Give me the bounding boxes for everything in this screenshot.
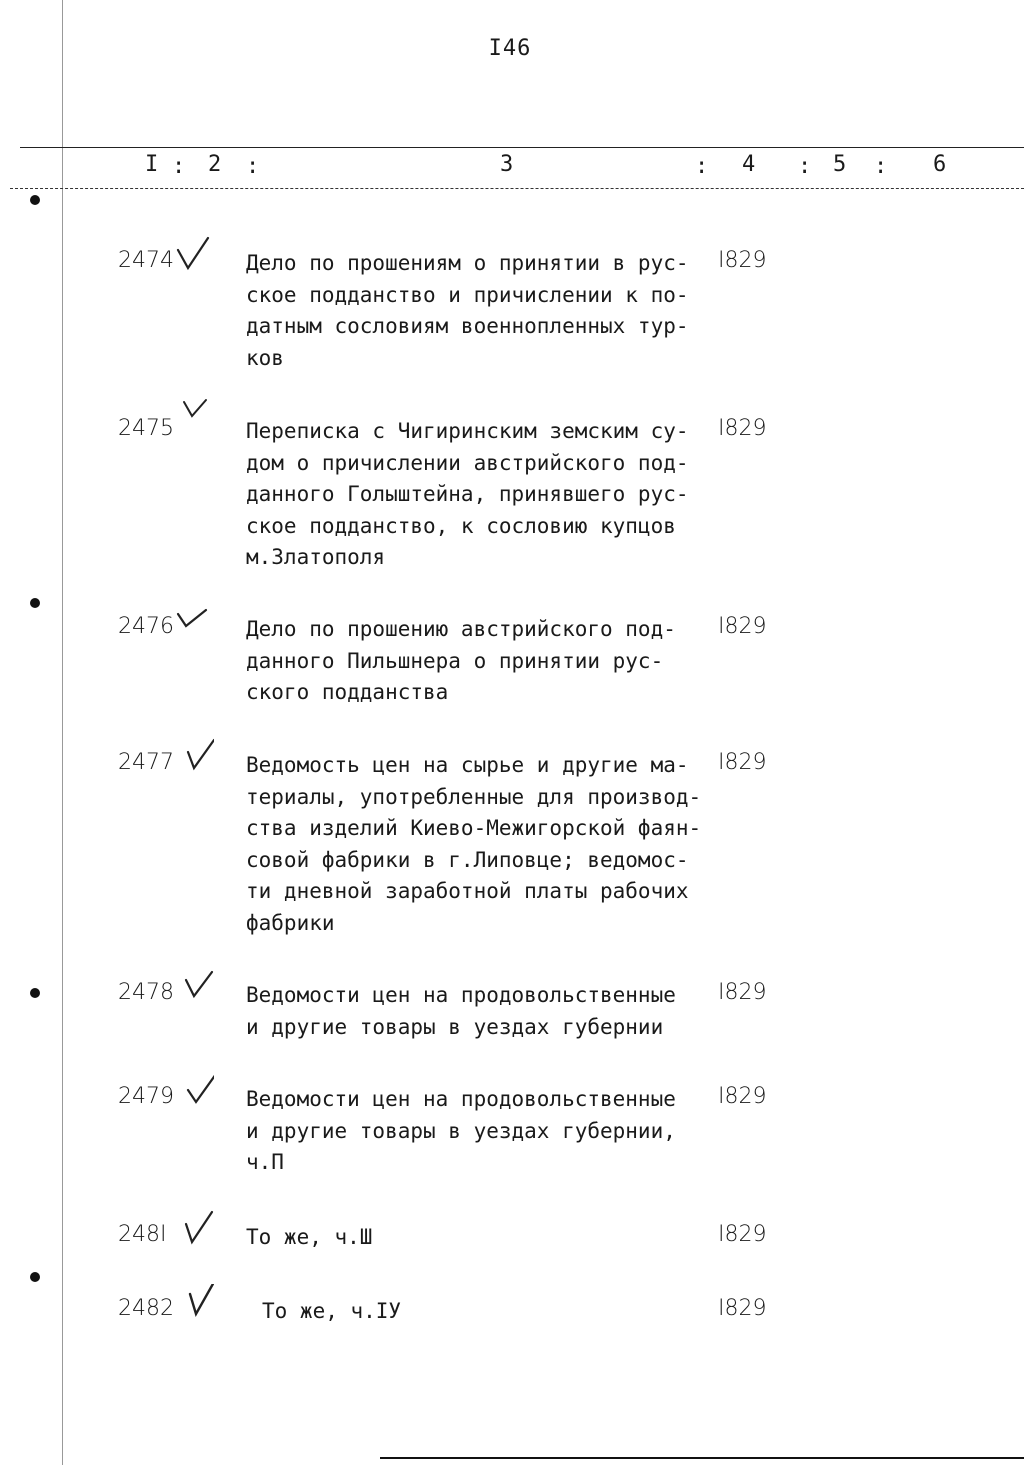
entry-title: Ведомость цен на сырье и другие ма- териалы, употребленные для производ- ства изделий Киево-Межигорской фаян- совой фабрики в г.Липовце; ведомос- ти дневной заработной платы рабочих фабрики: [246, 753, 702, 935]
column-header-6: 6: [933, 152, 947, 177]
column-separator: :: [874, 154, 888, 179]
entry-title: Дело по прошению австрийского под- данного Пильшнера о принятии рус- ского подданства: [246, 617, 676, 704]
entry-title: Переписка с Чигиринским земским су- дом о причислении австрийского под- данного Голыштейна, принявшего рус- ское подданство, к сословию купцов м.Златополя: [246, 419, 689, 569]
punch-hole: [30, 1272, 40, 1282]
page-number: I46: [488, 36, 532, 61]
checkmark-icon: [174, 236, 214, 280]
entry-year: I829: [718, 1222, 767, 1247]
entry-year: I829: [718, 416, 767, 441]
entry-number: 248I: [118, 1222, 167, 1247]
entry-year: I829: [718, 248, 767, 273]
column-header-4: 4: [742, 152, 756, 177]
checkmark-icon: [174, 396, 214, 440]
entry-year: I829: [718, 1084, 767, 1109]
entry-number: 2476: [118, 614, 174, 639]
entry-year: I829: [718, 1296, 767, 1321]
column-separator: :: [798, 154, 812, 179]
entry-title: То же, ч.IУ: [262, 1299, 402, 1323]
entry-year: I829: [718, 980, 767, 1005]
entry-number: 2475: [118, 416, 174, 441]
entry-title: Дело по прошениям о принятии в рус- ское подданство и причислении к по- датным сословиям военнопленных тур- ков: [246, 251, 689, 370]
entry-year: I829: [718, 750, 767, 775]
column-header-2: 2: [208, 152, 222, 177]
entry-title: Ведомости цен на продовольственные и другие товары в уездах губернии: [246, 983, 676, 1039]
entry-number: 2474: [118, 248, 174, 273]
column-separator: :: [172, 154, 186, 179]
entry-year: I829: [718, 614, 767, 639]
checkmark-icon: [174, 602, 214, 646]
entry-number: 2482: [118, 1296, 174, 1321]
punch-hole: [30, 598, 40, 608]
entry-title: То же, ч.Ш: [246, 1225, 373, 1249]
column-header-3: 3: [500, 152, 514, 177]
table-header-rule: [10, 188, 1024, 189]
punch-hole: [30, 195, 40, 205]
column-separator: :: [695, 154, 709, 179]
page-bottom-rule: [380, 1457, 1024, 1459]
entry-number: 2479: [118, 1084, 174, 1109]
entry-number: 2477: [118, 750, 174, 775]
margin-line: [62, 0, 63, 1465]
column-header-1: I: [145, 152, 159, 177]
checkmark-icon: [174, 1210, 214, 1254]
column-separator: :: [246, 154, 260, 179]
checkmark-icon: [174, 1284, 214, 1328]
checkmark-icon: [174, 968, 214, 1012]
entry-title: Ведомости цен на продовольственные и другие товары в уездах губернии, ч.П: [246, 1087, 676, 1174]
entry-number: 2478: [118, 980, 174, 1005]
checkmark-icon: [174, 738, 214, 782]
column-header-5: 5: [833, 152, 847, 177]
punch-hole: [30, 988, 40, 998]
checkmark-icon: [174, 1072, 214, 1116]
table-top-rule: [20, 147, 1024, 148]
